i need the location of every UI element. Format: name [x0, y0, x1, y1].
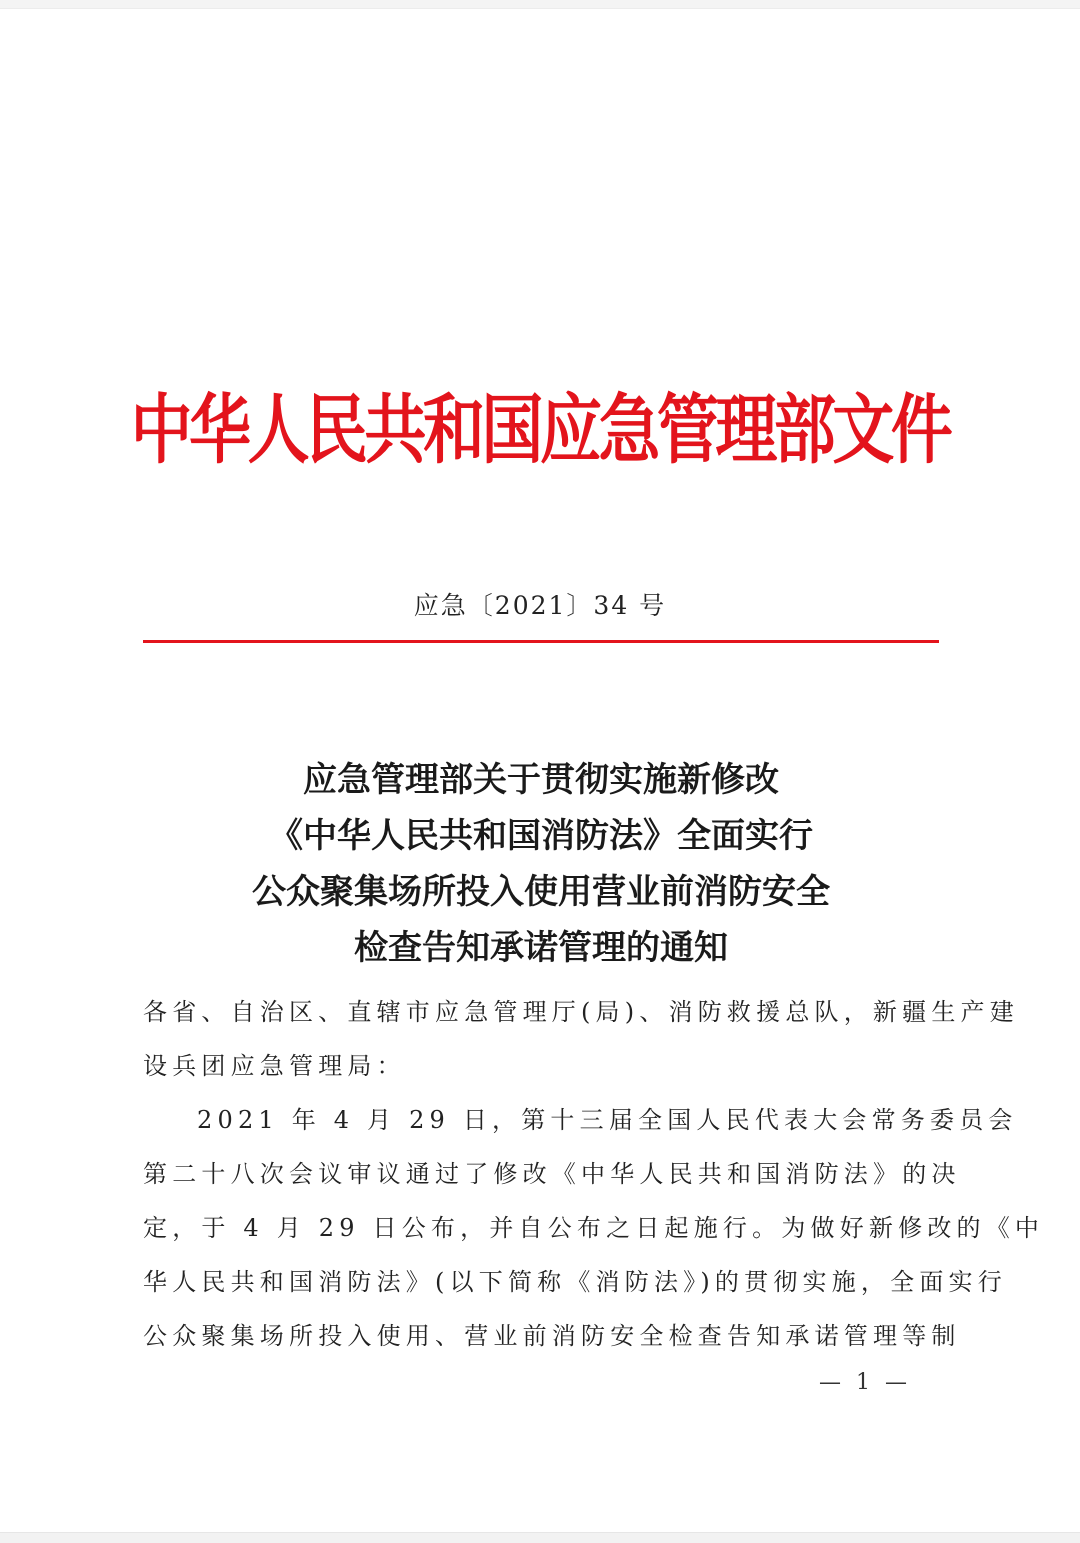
body-line-7: 公众聚集场所投入使用、营业前消防安全检查告知承诺管理等制 — [143, 1322, 961, 1350]
body-line-2: 设兵团应急管理局： — [143, 1052, 406, 1080]
body-line-5: 定，于 4 月 29 日公布，并自公布之日起施行。为做好新修改的《中 — [143, 1214, 1045, 1242]
page-top-edge — [0, 0, 1080, 9]
document-title — [143, 752, 939, 976]
title-line-4: 检查告知承诺管理的通知 — [354, 928, 728, 968]
red-divider-line — [143, 640, 939, 643]
document-masthead: 中华人民共和国应急管理部文件 — [130, 385, 950, 474]
title-line-3: 公众聚集场所投入使用营业前消防安全 — [252, 872, 830, 912]
title-line-1: 应急管理部关于贯彻实施新修改 — [303, 760, 779, 800]
page-bottom-edge — [0, 1532, 1080, 1543]
document-number: 应急〔2021〕34 号 — [413, 591, 667, 620]
body-line-6: 华人民共和国消防法》(以下简称《消防法》)的贯彻实施，全面实行 — [143, 1268, 1007, 1296]
body-line-3: 2021 年 4 月 29 日，第十三届全国人民代表大会常务委员会 — [197, 1106, 1018, 1134]
body-line-1: 各省、自治区、直辖市应急管理厅(局)、消防救援总队，新疆生产建 — [143, 998, 1019, 1026]
page-number: — 1 — — [819, 1370, 911, 1395]
title-line-2: 《中华人民共和国消防法》全面实行 — [269, 816, 813, 856]
body-line-4: 第二十八次会议审议通过了修改《中华人民共和国消防法》的决 — [143, 1160, 961, 1188]
